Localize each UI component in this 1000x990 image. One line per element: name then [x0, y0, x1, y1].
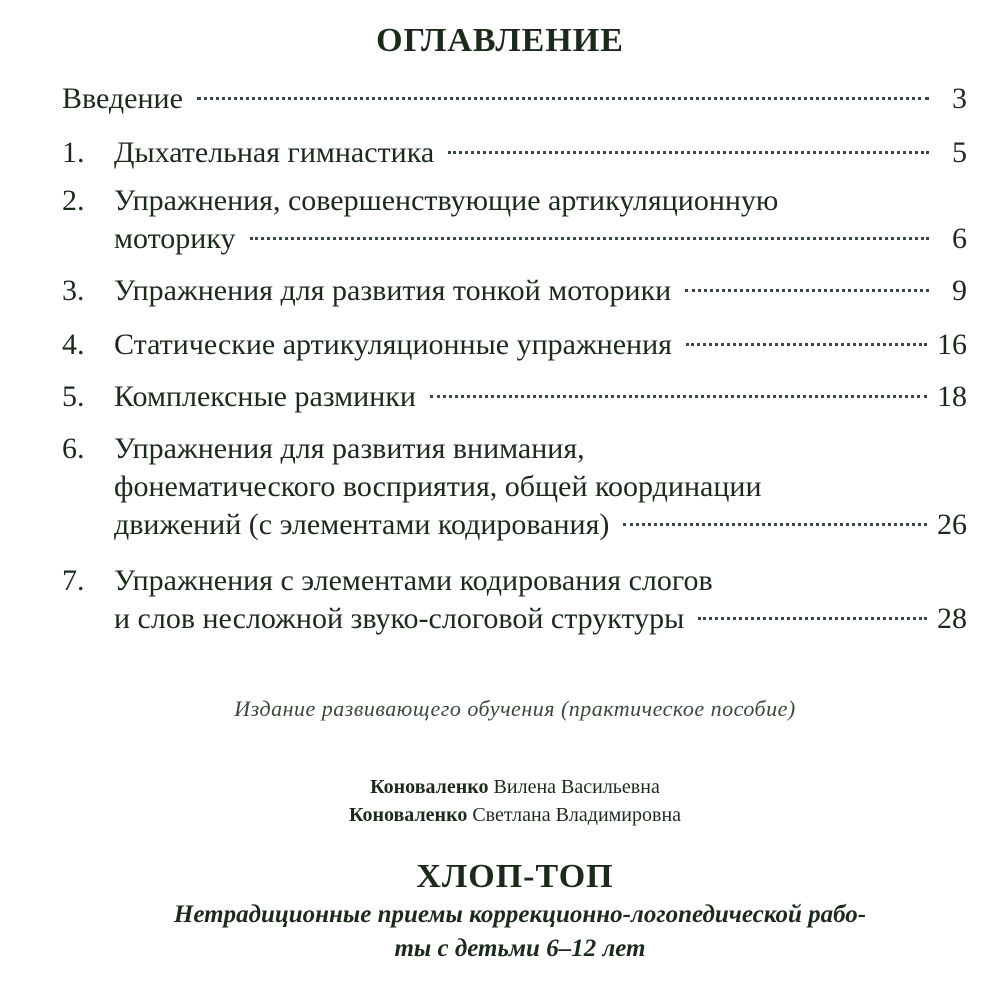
- toc-page-number: 16: [937, 328, 967, 361]
- toc-entry-text: Введение: [62, 82, 183, 115]
- toc-entry-6: [62, 430, 967, 544]
- toc-page-number: 9: [952, 274, 967, 307]
- author-surname: Коноваленко: [370, 776, 489, 798]
- toc-entry-text: и слов несложной звуко-слоговой структуры: [114, 602, 685, 635]
- toc-entry-3: [62, 272, 967, 310]
- author-2: [0, 804, 1000, 827]
- toc-entry-2: [62, 182, 967, 258]
- toc-leader-dots: [197, 97, 929, 100]
- toc-entry-text: моторику: [114, 222, 236, 255]
- toc-leader-dots: [623, 523, 927, 526]
- toc-entry-number: 5.: [62, 380, 85, 413]
- toc-entry-text: Упражнения, совершенствующие артикуляционную: [114, 184, 779, 217]
- toc-entry-5: [62, 378, 967, 416]
- toc-entry-text: Комплексные разминки: [114, 380, 416, 413]
- toc-leader-dots: [430, 395, 927, 398]
- toc-page-number: 6: [952, 222, 967, 255]
- book-subtitle: [60, 898, 980, 966]
- toc-entry-text: Статические артикуляционные упражнения: [114, 328, 672, 361]
- toc-entry-introduction: [62, 80, 967, 118]
- toc-entry-text: движений (с элементами кодирования): [114, 508, 610, 541]
- toc-entry-number: 6.: [62, 432, 85, 465]
- toc-entry-text: Упражнения с элементами кодирования слогов: [114, 564, 713, 597]
- toc-leader-dots: [686, 343, 927, 346]
- toc-page-number: 26: [937, 508, 967, 541]
- book-title: ХЛОП-ТОП: [416, 858, 614, 895]
- author-given-name: Светлана Владимировна: [472, 804, 682, 826]
- toc-title: ОГЛАВЛЕНИЕ: [376, 22, 624, 59]
- subtitle-line: ты с детьми 6–12 лет: [394, 935, 646, 962]
- toc-page-number: 3: [952, 82, 967, 115]
- toc-entry-7: [62, 562, 967, 638]
- toc-entry-text: Дыхательная гимнастика: [114, 136, 435, 169]
- toc-leader-dots: [448, 151, 929, 154]
- toc-page-number: 18: [937, 380, 967, 413]
- toc-entry-number: 7.: [62, 564, 85, 597]
- author-given-name: Вилена Васильевна: [493, 776, 660, 798]
- toc-entry-text: Упражнения для развития тонкой моторики: [114, 274, 672, 307]
- toc-entry-number: 4.: [62, 328, 85, 361]
- toc-entry-text: фонематического восприятия, общей координации: [114, 470, 762, 503]
- toc-entry-number: 3.: [62, 274, 85, 307]
- toc-leader-dots: [685, 289, 929, 292]
- toc-entry-number: 1.: [62, 136, 85, 169]
- toc-leader-dots: [698, 617, 927, 620]
- toc-leader-dots: [250, 237, 929, 240]
- toc-entry-number: 2.: [62, 184, 85, 217]
- series-note: Издание развивающего обучения (практическое пособие): [234, 696, 796, 721]
- subtitle-line: Нетрадиционные приемы коррекционно-логопедической рабо-: [173, 901, 867, 928]
- toc-page-number: 28: [937, 602, 967, 635]
- toc-entry-4: [62, 326, 967, 364]
- author-1: [0, 776, 1000, 799]
- toc-entry-text: Упражнения для развития внимания,: [114, 432, 585, 465]
- toc-entry-1: [62, 134, 967, 172]
- author-surname: Коноваленко: [348, 804, 468, 826]
- toc-page-number: 5: [952, 136, 967, 169]
